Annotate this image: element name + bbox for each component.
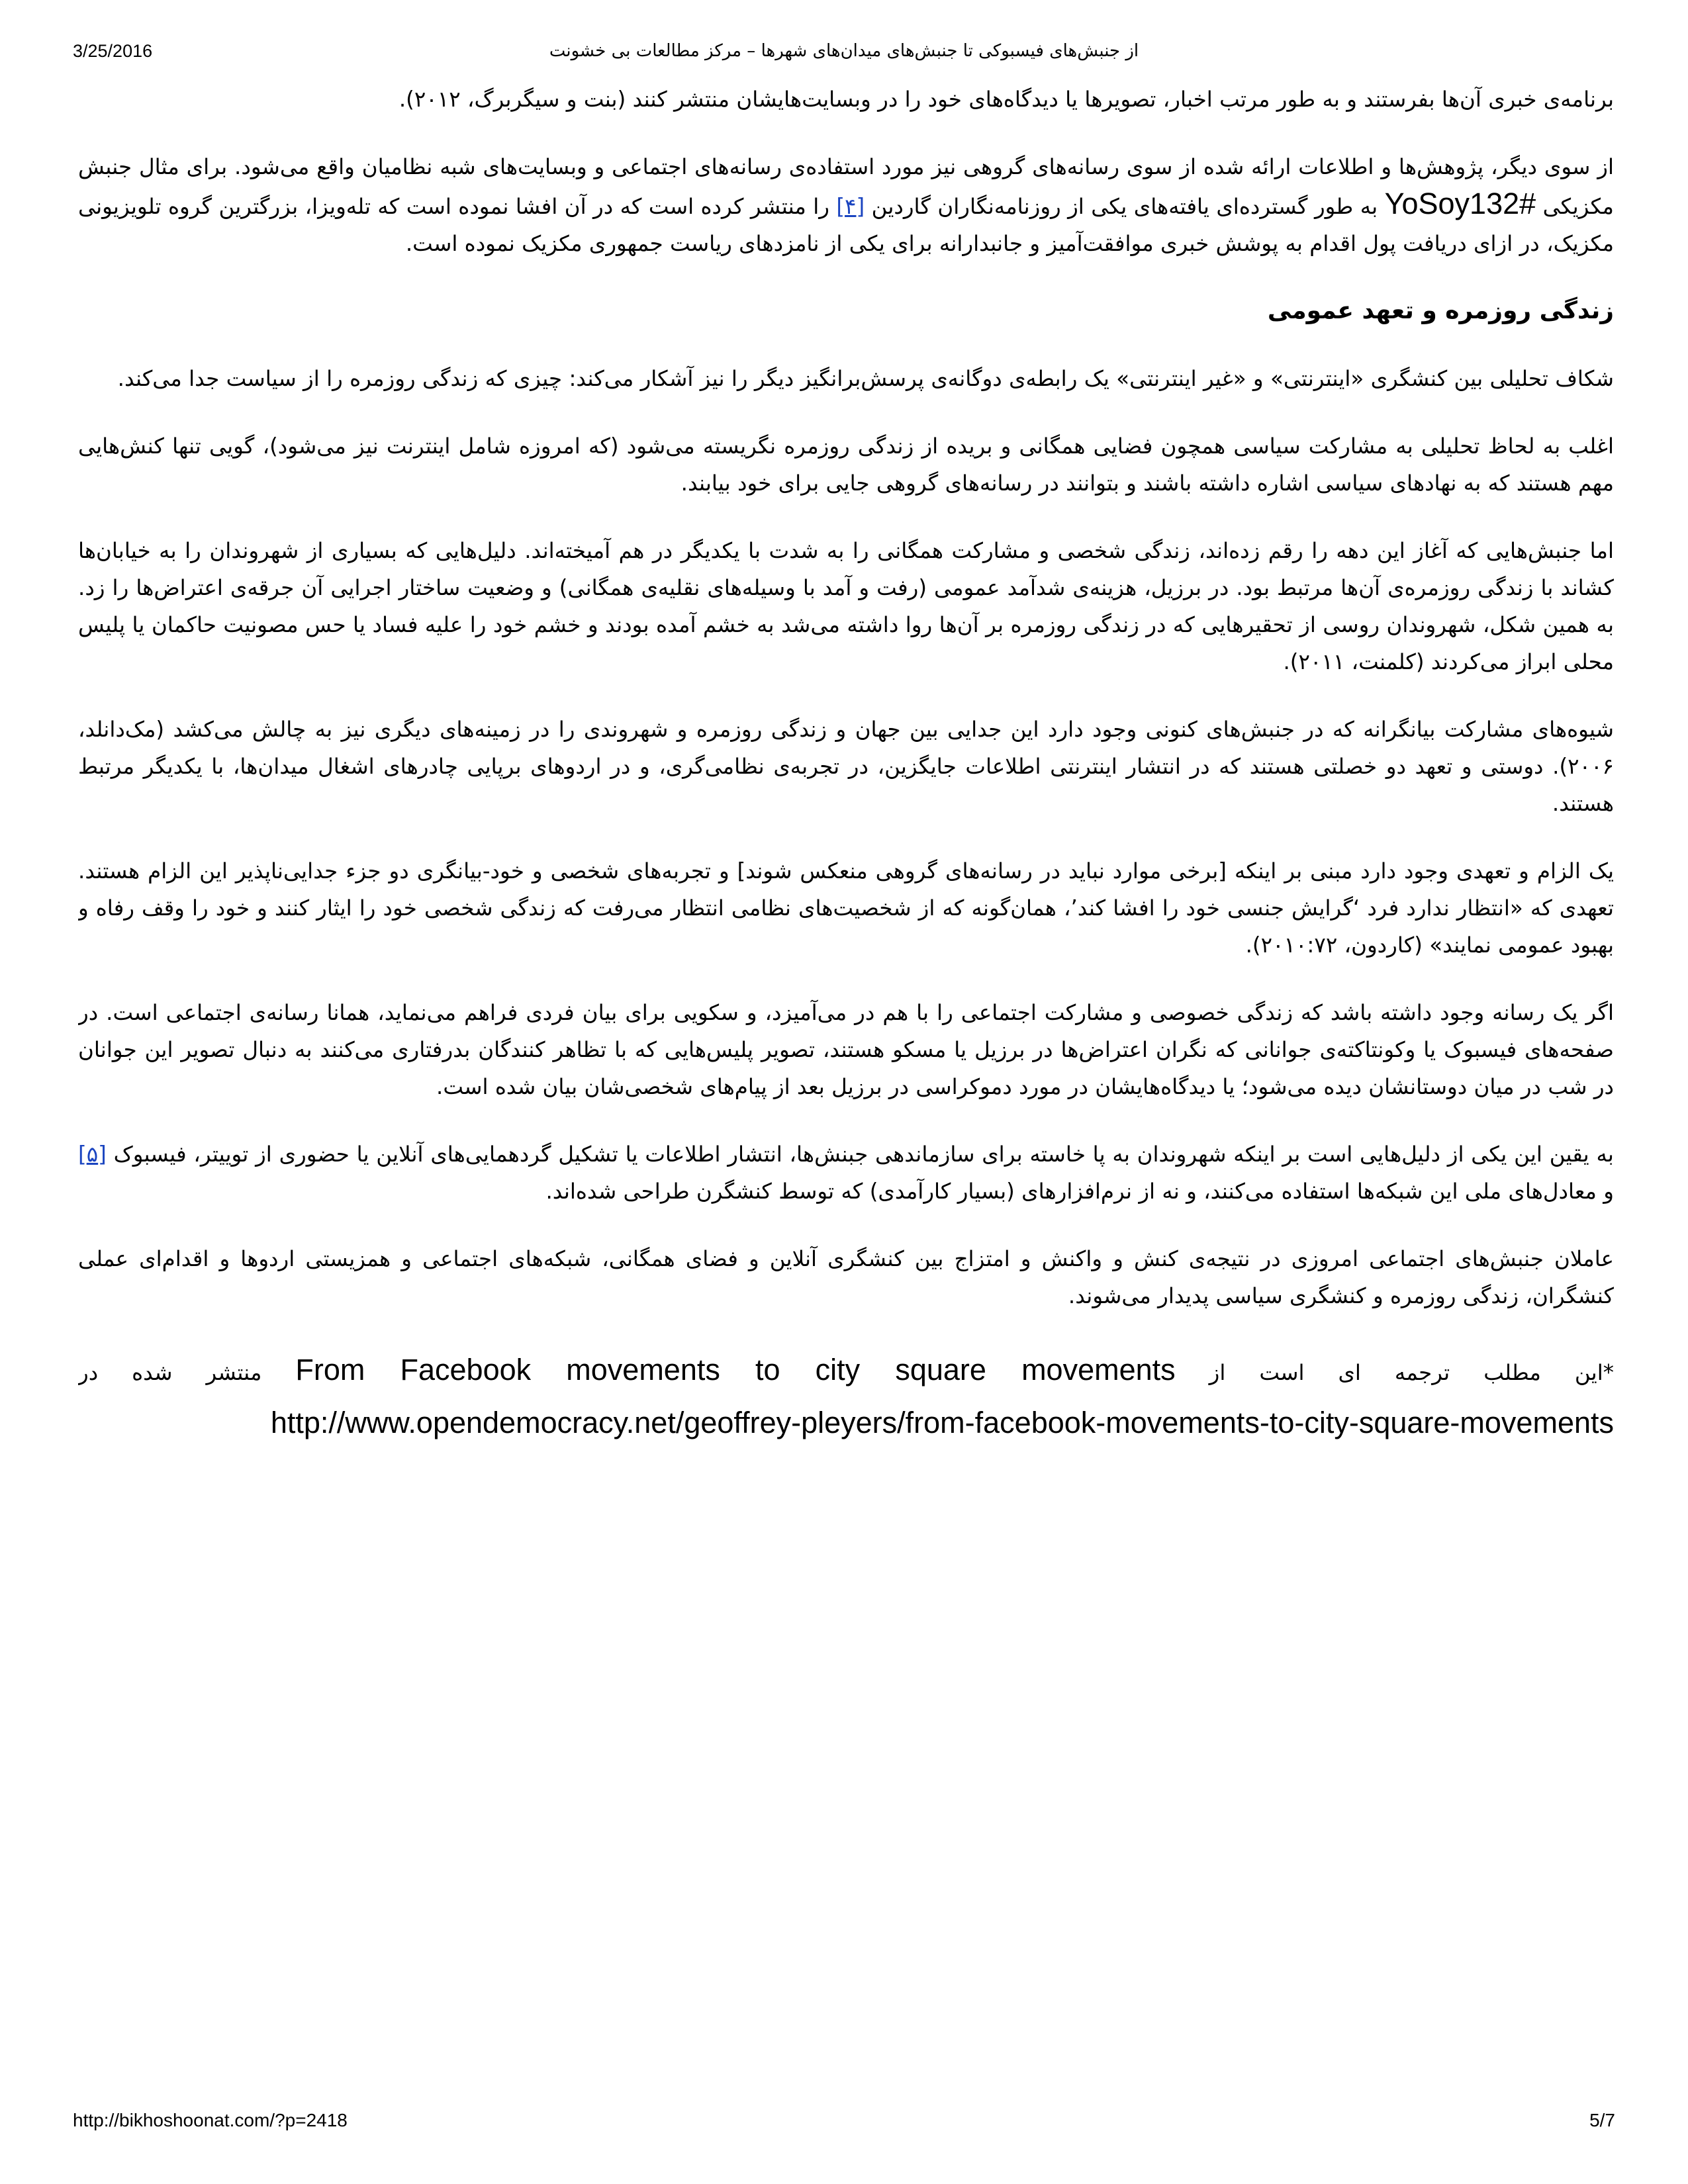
footer-url: http://bikhoshoonat.com/?p=2418 xyxy=(73,2110,348,2130)
paragraph-text: را منتشر کرده است که در آن افشا نموده است که تله‌ویزا، بزرگترین گروه تلویزیونی مکزیک، در ازای دریافت پول اقدام به پوشش خبری موافقت‌آمیز و جانبدارانه برای یکی از نامزدهای ریاست جمهوری مکزیک نموده است. xyxy=(78,194,1614,256)
footnote-link-5[interactable]: [۵] xyxy=(78,1142,107,1167)
paragraph-text: به یقین این یکی از دلیل‌هایی است بر اینکه شهروندان به پا خاسته برای سازماندهی جبنش‌ها، انتشار اطلاعات یا تشکیل گردهمایی‌های آنلاین یا حضوری از توییتر، فیسبوک xyxy=(113,1142,1614,1167)
paragraph: شیوه‌های مشارکت بیانگرانه که در جنبش‌های کنونی وجود دارد این جدایی بین جهان و زندگی روزمره و شهروندی را در زمینه‌های دیگری نیز به چالش می‌کشد (مک‌دانلد، ۲۰۰۶). دوستی و تعهد دو خصلتی هستند که در انتشار اینترنتی اطلاعات جایگزین، در تجربه‌ی نظامی‌گری، و در اردوهای برپایی چادرهای اشغال میدان‌ها، با یکدیگر مرتبط هستند. xyxy=(78,717,1614,816)
paragraph: اگر یک رسانه وجود داشته باشد که زندگی خصوصی و مشارکت اجتماعی را با هم در می‌آمیزد، و سکویی برای بیان فردی فراهم می‌نماید، همانا رسانه‌ی اجتماعی است. در صفحه‌های فیسبوک یا وکونتاکته‌ی جوانانی که نگران اعتراض‌ها در برزیل یا مسکو هستند، تصویر پلیس‌هایی که با تظاهر کنندگان بدرفتاری می‌کنند به دنبال تصویر این جوانان در شب در میان دوستانشان دیده می‌شود؛ یا دیدگاه‌هایشان در مورد دموکراسی در برزیل بعد از پیام‌های شخصی‌شان بیان شده است. xyxy=(78,1000,1614,1099)
paragraph xyxy=(78,148,1614,262)
note-mid: منتشر شده در xyxy=(78,1360,262,1385)
paragraph: برنامه‌ی خبری آن‌ها بفرستند و به طور مرتب اخبار، تصویرها یا دیدگاه‌های خود را در وبسایت‌هایشان منتشر کنند (بنت و سیگربرگ، ۲۰۱۲). xyxy=(399,87,1614,112)
source-url[interactable]: http://www.opendemocracy.net/geoffrey-pleyers/from-facebook-movements-to-city-square-movements xyxy=(270,1406,1614,1439)
paragraph-text: به طور گسترده‌ای یافته‌های یکی از روزنامه‌نگاران گاردین xyxy=(871,194,1378,219)
paragraph xyxy=(78,1136,1614,1210)
article-body xyxy=(78,81,1614,2079)
paragraph: اما جنبش‌هایی که آغاز این دهه را رقم زده‌اند، زندگی شخصی و مشارکت همگانی را به شدت با یکدیگر در هم آمیخته‌اند. دلیل‌هایی که بسیاری از شهروندان را به خیابان‌ها کشاند با زندگی روزمره‌ی آن‌ها مرتبط بود. در برزیل، هزینه‌ی شدآمد عمومی (رفت و آمد با وسیله‌های نقلیه‌ی همگانی) و وضعیت ساختار اجرایی آن جرقه‌ی اعتراض‌ها را زد. به همین شکل، شهروندان روسی از تحقیرهایی که در زندگی روزمره بر آن‌ها روا داشته می‌شد به خشم آمده بودند و خشم خود را علیه فساد یا حس مصونیت حاکمان یا پلیس محلی ابراز می‌کردند (کلمنت، ۲۰۱۱). xyxy=(78,538,1614,674)
page-title: از جنبش‌های فیسبوکی تا جنبش‌های میدان‌های شهرها – مرکز مطالعات بی خشونت xyxy=(549,41,1139,61)
paragraph-text: و معادل‌های ملی این شبکه‌ها استفاده می‌کنند، و نه از نرم‌افزارهای (بسیار کارآمدی) که توسط کنشگرن طراحی شده‌اند. xyxy=(545,1179,1614,1204)
page-number: 5/7 xyxy=(1589,2110,1615,2130)
translation-note xyxy=(78,1345,1614,1451)
note-prefix: *این مطلب ترجمه ای است از xyxy=(1209,1360,1614,1385)
source-title: From Facebook movements to city square movements xyxy=(295,1353,1176,1387)
paragraph-text: از سوی دیگر، پژوهش‌ها و اطلاعات ارائه شده از سوی رسانه‌های گروهی نیز مورد استفاده‌ی رسانه‌های اجتماعی و وبسایت‌های شبه نظامیان واقع می‌شود. برای مثال جنبش مکزیکی xyxy=(78,154,1614,219)
hashtag: YoSoy132# xyxy=(1384,187,1536,220)
paragraph: اغلب به لحاظ تحلیلی به مشارکت سیاسی همچون فضایی همگانی و بریده از زندگی روزمره نگریسته می‌شود (که امروزه شامل اینترنت نیز می‌شود)، گویی تنها کنش‌هایی مهم هستند که به نهادهای سیاسی اشاره داشته باشند و بتوانند در رسانه‌های گروهی جایی برای خود بیابند. xyxy=(78,433,1614,496)
paragraph: شکاف تحلیلی بین کنشگری «اینترنتی» و «غیر اینترنتی» یک رابطه‌ی دوگانه‌ی پرسش‌برانگیز دیگر را نیز آشکار می‌کند: چیزی که زندگی روزمره را از سیاست جدا می‌کند. xyxy=(117,366,1614,391)
footnote-link-4[interactable]: [۴] xyxy=(836,194,865,219)
paragraph: یک الزام و تعهدی وجود دارد مبنی بر اینکه [برخی موارد نباید در رسانه‌های گروهی منعکس شوند] و تجربه‌های شخصی و خود-بیانگری دو جزء جدایی‌ناپذیر این الزام هستند. تعهدی که «انتظار ندارد فرد ‘گرایش جنسی خود را افشا کند’، همان‌گونه که از شخصیت‌های نظامی انتظار می‌رفت که زندگی شخصی خود را ایثار کنند و خود را وقف رفاه و بهبود عمومی نمایند» (کاردون، ۲۰۱۰:۷۲). xyxy=(78,858,1614,958)
print-date: 3/25/2016 xyxy=(73,41,153,61)
section-heading: زندگی روزمره و تعهد عمومی xyxy=(1267,297,1614,324)
paragraph: عاملان جنبش‌های اجتماعی امروزی در نتیجه‌ی کنش و واکنش و امتزاج بین کنشگری آنلاین و فضای همگانی، شبکه‌های اجتماعی و همزیستی اردوها و اقدام‌ای عملی کنشگران، زندگی روزمره و کنشگری سیاسی پدیدار می‌شوند. xyxy=(78,1246,1614,1308)
